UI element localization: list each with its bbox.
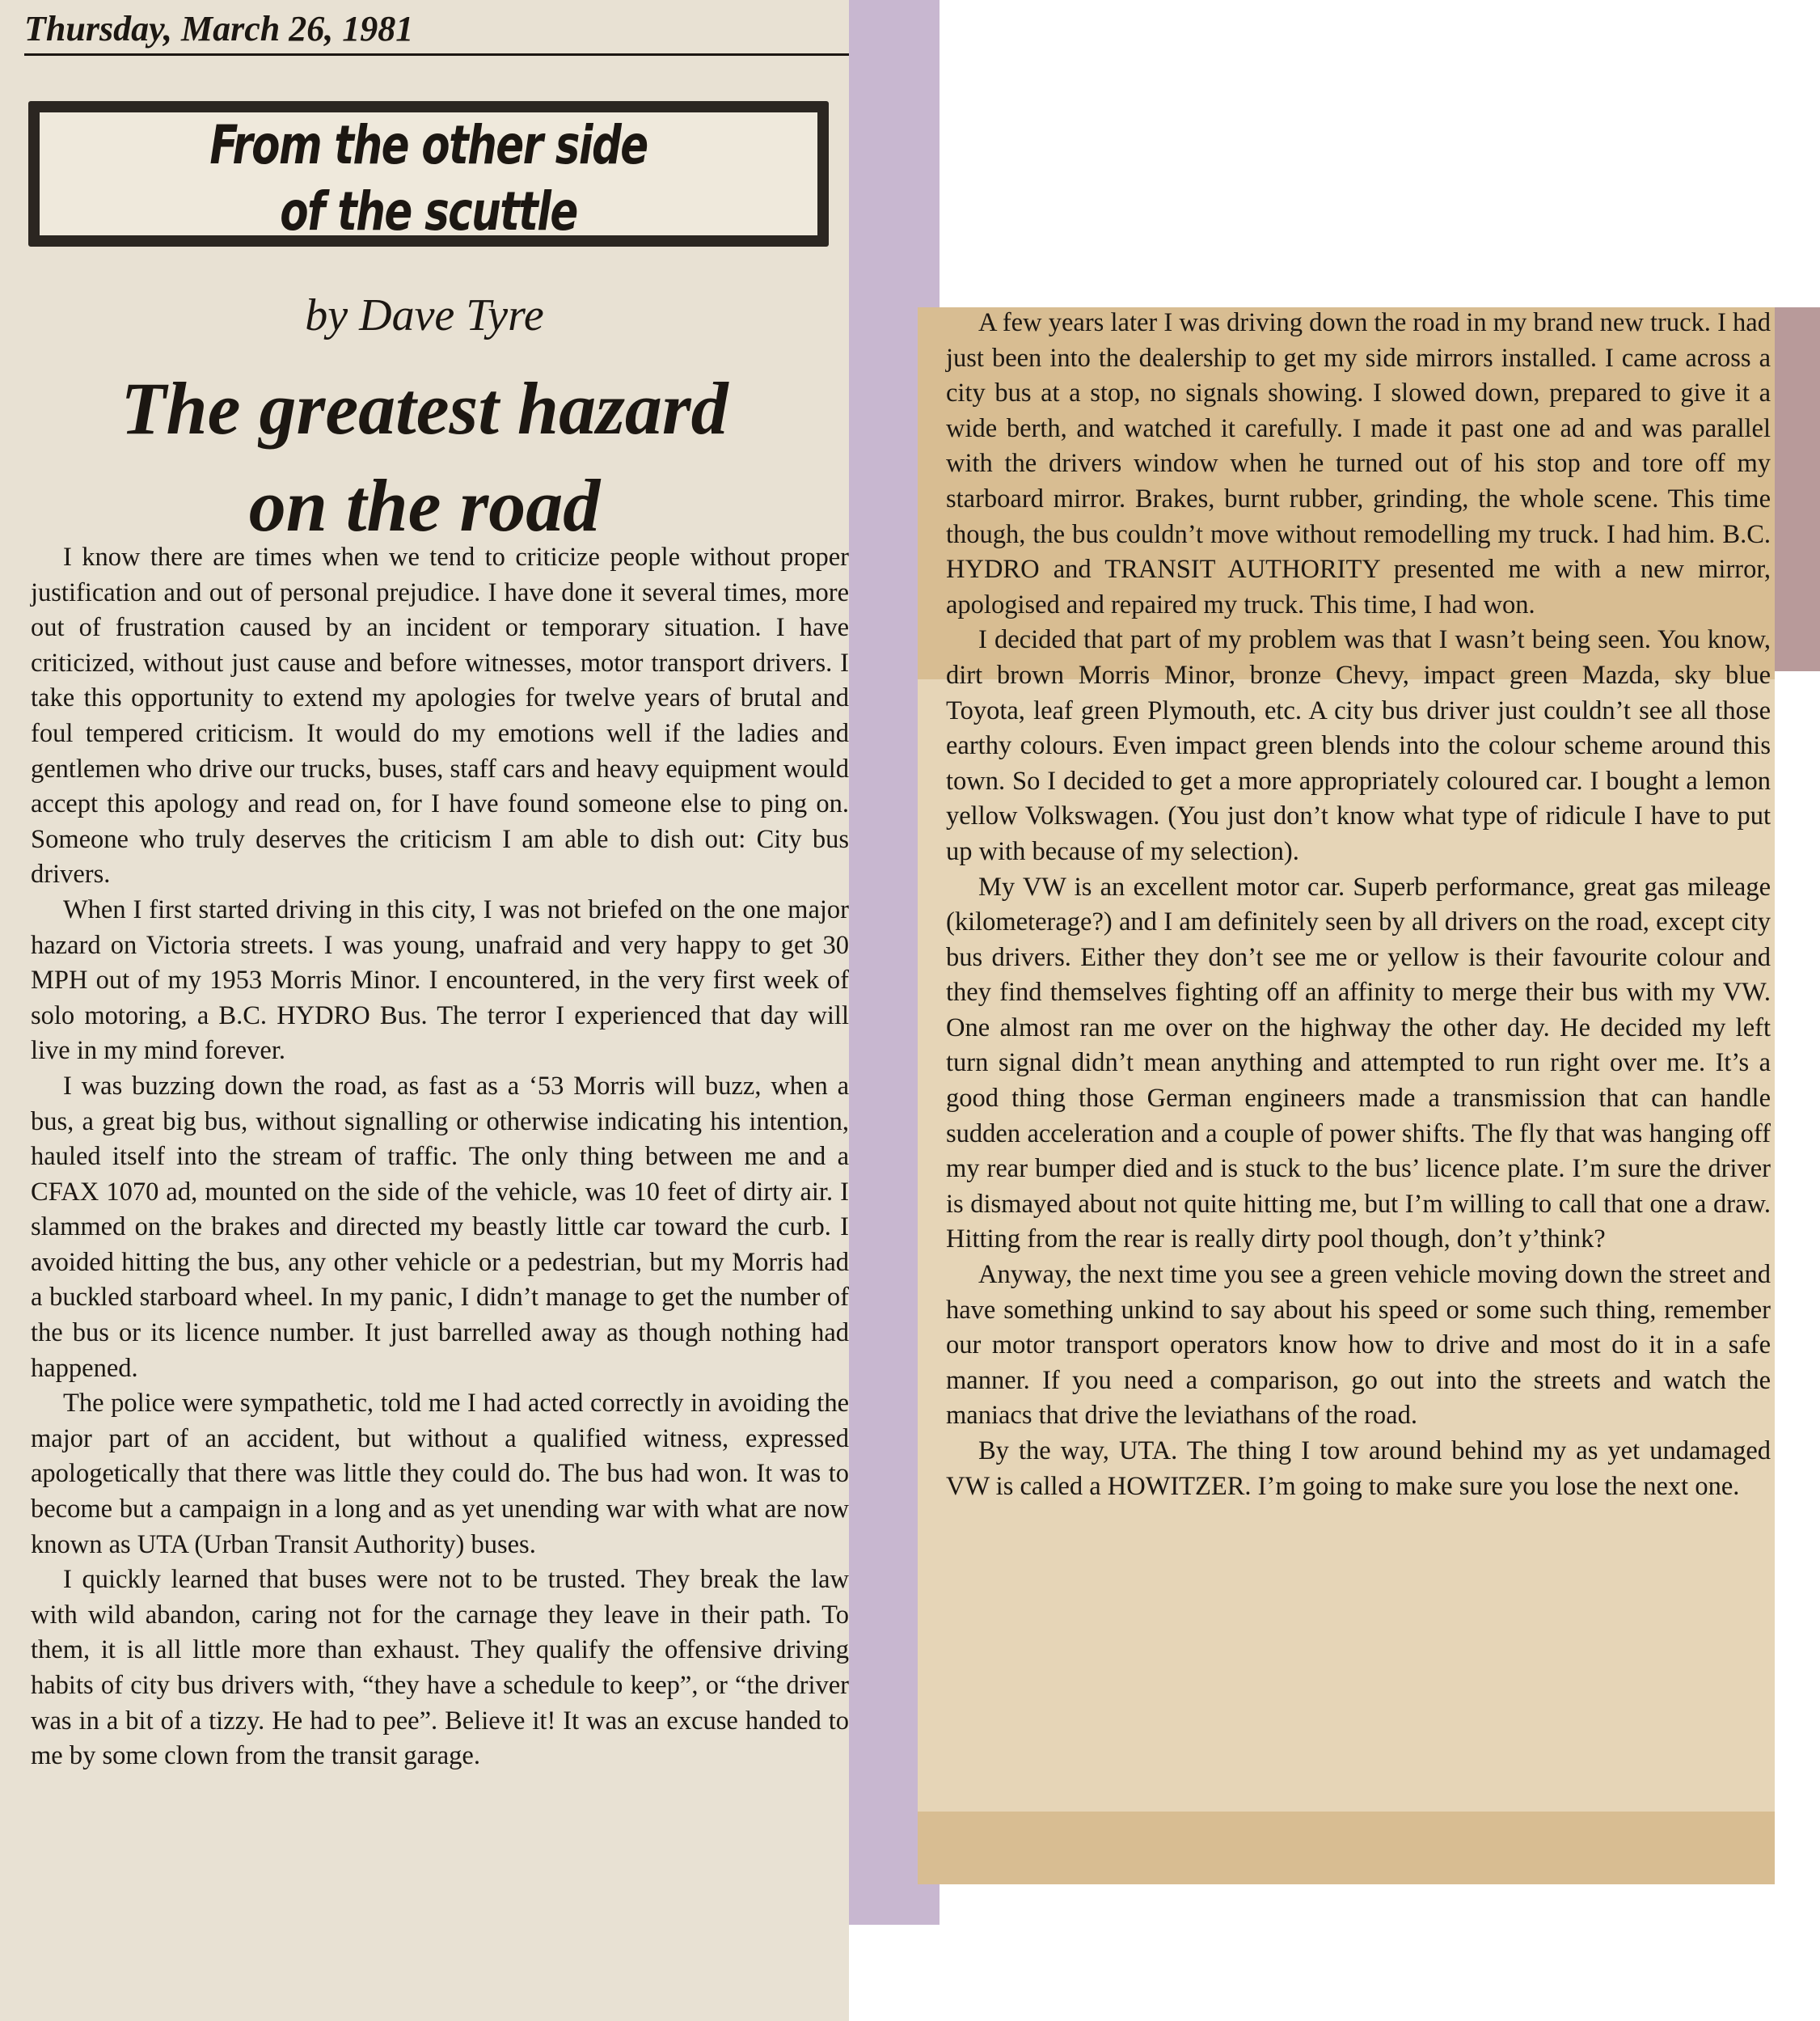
column-title-line-1: From the other side xyxy=(209,114,648,176)
byline: by Dave Tyre xyxy=(305,290,544,340)
mauve-paper-tab xyxy=(1775,307,1820,671)
paragraph: By the way, UTA. The thing I tow around behind my as yet undamaged VW is called a HOWITZER. I’m going to make sure you lose the next one. xyxy=(946,1436,1771,1501)
paragraph: The police were sympathetic, told me I had acted correctly in avoiding the major part of an accident, but without a qualified witness, expressed apologetically that there was little they could do. The bus had won. It was to become but a campaign in a long and as yet unending war with what are now known as UTA (Urban Transit Authority) buses. xyxy=(31,1389,849,1559)
dateline xyxy=(24,5,849,56)
paragraph: I quickly learned that buses were not to be trusted. They break the law with wild abandon, caring not for the carnage they leave in their path. To them, it is all little more than exhaust. They qualify the offensive driving habits of city bus drivers with, “they have a schedule to keep”, or “the driver was in a bit of a tizzy. He had to pee”. Believe it! It was an excuse handed to me by some clown from the transit garage. xyxy=(31,1565,849,1771)
paragraph: My VW is an excellent motor car. Superb performance, great gas mileage (kilometerage?) and I am definitely seen by all drivers on the road, except city bus drivers. Either they don’t see me or yellow is their favourite colour and they find themselves fighting off an affinity to merge their bus with my VW. One almost ran me over on the highway the other day. He decided my left turn signal didn’t mean anything and attempted to run right over me. It’s a good thing those German engineers made a transmission that can handle sudden acceleration and a couple of power shifts. The fly that was hanging off my rear bumper died and is stuck to the bus’ licence plate. I’m sure the driver is dismayed about not quite hitting me, but I’m willing to call that one a draw. Hitting from the rear is really dirty pool though, don’t y’think? xyxy=(946,872,1771,1254)
article-right-column xyxy=(946,306,1771,1504)
column-title-box xyxy=(28,101,829,247)
column-title-line-2: of the scuttle xyxy=(280,180,577,243)
paragraph: A few years later I was driving down the road in my brand new truck. I had just been into the dealership to get my side mirrors installed. I came across a city bus at a stop, no signals showing. I slowed down, prepared to give it a wide berth, and watched it carefully. I made it past one ad and was parallel with the drivers window when he turned out of his stop and tore off my starboard mirror. Brakes, burnt rubber, grinding, the whole scene. This time though, the bus couldn’t move without remodelling my truck. I had him. B.C. HYDRO and TRANSIT AUTHORITY presented me with a new mirror, apologised and repaired my truck. This time, I had won. xyxy=(946,308,1771,619)
article-left-column xyxy=(31,540,849,1774)
paragraph: I was buzzing down the road, as fast as a ‘53 Morris will buzz, when a bus, a great big bus, without signalling or otherwise indicating his intention, hauled itself into the stream of traffic. The only thing between me and a CFAX 1070 ad, mounted on the side of the vehicle, was 10 feet of dirty air. I slammed on the brakes and directed my beastly little car toward the curb. I avoided hitting the bus, any other vehicle or a pedestrian, but my Morris had a buckled starboard wheel. In my panic, I didn’t manage to get the number of the bus or its licence number. It just barrelled away as though nothing had happened. xyxy=(31,1071,849,1383)
headline-line-2: on the road xyxy=(248,464,601,547)
dateline-text: Thursday, March 26, 1981 xyxy=(24,9,414,49)
paragraph: When I first started driving in this city, I was not briefed on the one major hazard on Victoria streets. I was young, unafraid and very happy to get 30 MPH out of my 1953 Morris Minor. I encountered, in the very first week of solo motoring, a B.C. HYDRO Bus. The terror I experienced that day will live in my mind forever. xyxy=(31,894,849,1066)
paragraph: Anyway, the next time you see a green vehicle moving down the street and have something unkind to say about his speed or some such thing, remember our motor transport operators know how to drive and most do it in a safe manner. If you need a comparison, go out into the streets and watch the maniacs that drive the leviathans of the road. xyxy=(946,1260,1771,1431)
paragraph: I know there are times when we tend to criticize people without proper justification and out of personal prejudice. I have done it several times, more out of frustration caused by an incident or temporary situation. I have criticized, without just cause and before witnesses, motor transport drivers. I take this opportunity to extend my apologies for twelve years of brutal and foul tempered criticism. It would do my emotions well if the ladies and gentlemen who drive our trucks, buses, staff cars and heavy equipment would accept this apology and read on, for I have found someone else to ping on. Someone who truly deserves the criticism I am able to dish out: City bus drivers. xyxy=(31,543,849,890)
headline xyxy=(0,360,849,554)
paragraph: I decided that part of my problem was that I wasn’t being seen. You know, dirt brown Morris Minor, bronze Chevy, impact green Mazda, sky blue Toyota, leaf green Plymouth, etc. A city bus driver just couldn’t see all those earthy colours. Even impact green blends into the colour scheme around this town. So I decided to get a more appropriately coloured car. I bought a lemon yellow Volkswagen. (You just don’t know what type of ridicule I have to put up with because of my selection). xyxy=(946,625,1771,866)
headline-line-1: The greatest hazard xyxy=(120,367,728,450)
